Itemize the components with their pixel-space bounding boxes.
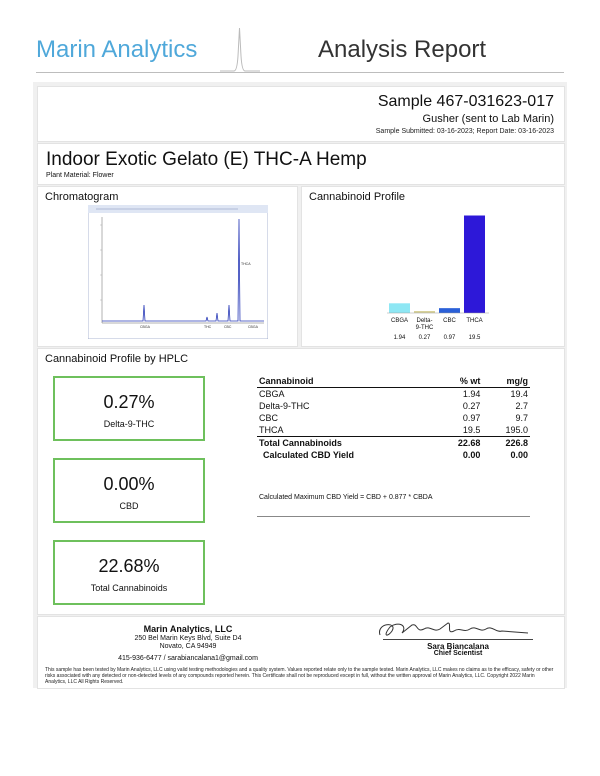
sample-dates: Sample Submitted: 03-16-2023; Report Date: 03-16-2023 [375,128,554,135]
tick-label: CBGA [390,318,409,324]
disclaimer-text: This sample has been tested by Marin Analytics, LLC using valid testing methodologies and a quality system. Values reported relate only to the sample tested. Marin Analytics, LLC makes no claims as to the efficacy, safety or other risks associated with any detected or non-detected levels of any compounds reported herein. This Certificate shall not be reproduced except in full, without the written approval of Marin Analytics, LLC. Copyright 2022 Marin Analytics, LLC All Rights Reserved. [45,667,554,685]
cbd-formula: Calculated Maximum CBD Yield = CBD + 0.877 * CBDA [259,494,433,501]
cbd-yield-mg: 0.00 [510,450,528,460]
mg-per-g: 9.7 [515,413,528,423]
lab-city: Novato, CA 94949 [159,643,217,650]
sample-id: Sample 467-031623-017 [377,93,554,110]
hplc-title: Cannabinoid Profile by HPLC [45,353,189,365]
table-row [257,412,530,424]
signatory-name: Sara Biancalana [427,642,489,651]
peak-logo-icon [220,26,260,72]
table-row [257,400,530,412]
value-label: 1.94 [393,335,406,341]
cannabinoid-name: CBC [259,413,279,423]
bar-cbc [439,308,460,313]
total-mg: 226.8 [482,437,530,450]
chrom-peak-label: CBGA [140,325,150,329]
chrom-peak-label: THCA [241,262,251,266]
stat-value: 22.68% [98,556,160,576]
bar-delta-9-thc [414,311,435,313]
percent-weight: 0.97 [462,413,481,423]
profile-title: Cannabinoid Profile [309,191,406,203]
stat-card-total [53,540,205,605]
mg-per-g: 2.7 [515,401,528,411]
chrom-peak-label: THC [204,325,212,329]
lab-name: Marin Analytics, LLC [143,624,233,634]
cbd-yield-label: Calculated CBD Yield [263,450,355,460]
product-panel [37,143,565,185]
column-header: mg/g [482,375,530,388]
signature-image [368,619,538,641]
stat-card-cbd [53,458,205,523]
profile-bar-chart [302,187,564,346]
report-title: Analysis Report [318,36,487,63]
value-label: 0.27 [418,335,431,341]
lab-contact: 415-936-6477 / sarabiancalana1@gmail.com [118,655,258,662]
product-name: Indoor Exotic Gelato (E) THC-A Hemp [46,149,367,170]
chrom-peak-label: CBGA [248,325,258,329]
column-header: Cannabinoid [257,375,435,388]
cannabinoid-profile-panel [301,186,565,347]
hplc-panel [37,348,565,615]
stat-card-delta9 [53,376,205,441]
footer-panel [37,616,565,689]
tick-label: Delta- [416,318,433,324]
cannabinoid-name: Delta-9-THC [259,401,310,411]
table-row [257,388,530,401]
signatory-title: Chief Scientist [433,650,483,657]
tick-label: 9-THC [415,325,434,331]
table-header-row [257,375,530,388]
sample-info-panel [37,86,565,142]
report-header [0,0,600,76]
lab-address: 250 Bel Marin Keys Blvd, Suite D4 [134,635,242,642]
chrom-peak-label: CBC [224,325,232,329]
cbd-yield-percent: 0.00 [462,450,481,460]
plant-material: Plant Material: Flower [46,172,114,179]
chromatogram-image [88,205,268,339]
cannabinoid-name: THCA [259,425,284,435]
percent-weight: 19.5 [462,425,481,435]
column-header: % wt [435,375,483,388]
value-label: 19.5 [468,335,481,341]
header-divider [36,72,564,73]
bar-cbga [389,303,410,313]
chromatogram-title: Chromatogram [45,191,119,203]
tick-label: THCA [466,318,483,324]
total-row [257,437,530,450]
value-label: 0.97 [443,335,456,341]
total-percent: 22.68 [435,437,483,450]
chromatogram-panel [37,186,298,347]
mg-per-g: 195.0 [505,425,528,435]
mg-per-g: 19.4 [510,389,528,399]
stat-label: CBD [119,501,139,511]
cbd-yield-row [257,449,530,461]
brand-name: Marin Analytics [36,36,198,63]
stat-value: 0.27% [103,392,155,412]
cannabinoid-name: CBGA [259,389,285,399]
tick-label: CBC [443,318,456,324]
sample-client: Gusher (sent to Lab Marin) [422,113,554,125]
percent-weight: 1.94 [462,389,481,399]
stat-label: Delta-9-THC [103,419,155,429]
formula-divider [257,516,530,517]
total-label: Total Cannabinoids [257,437,435,450]
percent-weight: 0.27 [462,401,481,411]
signature-line [383,639,533,640]
stat-label: Total Cannabinoids [90,583,168,593]
stat-value: 0.00% [103,474,155,494]
results-table [257,375,530,461]
table-row [257,424,530,437]
bar-thca [464,216,485,314]
